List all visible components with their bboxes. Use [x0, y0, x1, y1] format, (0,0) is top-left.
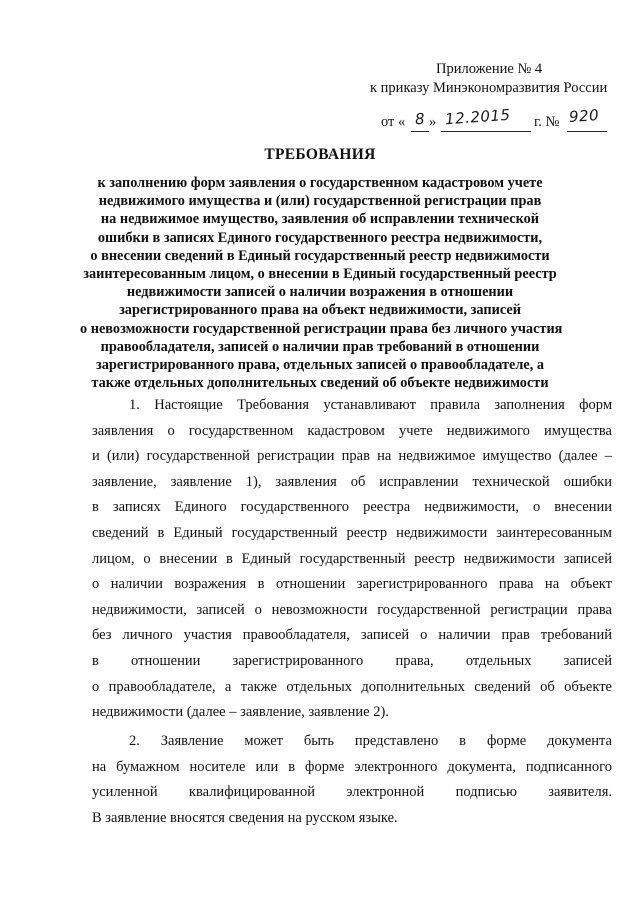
paragraph-line: 2. Заявление может быть представлено в форме документа: [129, 733, 612, 749]
subtitle-line: правообладателя, записей о наличии прав требований в отношении: [100, 338, 540, 355]
paragraph-line: о правообладателе, а также отдельных дополнительных сведений об объекте: [92, 678, 612, 695]
paragraph-line: недвижимости (далее – заявление, заявление 2).: [92, 704, 389, 721]
paragraph-line: и (или) государственной регистрации прав на недвижимое имущество (далее –: [92, 448, 612, 465]
paragraph-2: [92, 729, 612, 831]
handwritten-day: 8: [414, 109, 426, 129]
subtitle-line: о невозможности государственной регистрации права без личного участия: [80, 320, 563, 337]
paragraph-line: в записях Единого государственного реестра недвижимости, о внесении: [92, 499, 612, 516]
document-title: ТРЕБОВАНИЯ: [264, 146, 376, 163]
paragraph-line: заявления о государственном кадастровом учете недвижимого имущества: [92, 422, 612, 439]
paragraph-line: о наличии возражения в отношении зарегистрированного права на объект: [92, 576, 612, 593]
subtitle-line: к заполнению форм заявления о государственном кадастровом учете: [97, 175, 543, 191]
paragraph-line: недвижимости, записей о невозможности государственной регистрации права: [92, 601, 612, 618]
paragraph-line: заявление, заявление 1), заявления об исправлении технической ошибки: [92, 473, 612, 490]
order-reference: к приказу Минэкономразвития России: [370, 80, 608, 96]
handwritten-date: 12.2015: [444, 105, 512, 129]
paragraph-line: на бумажном носителе или в форме электронного документа, подписанного: [92, 758, 612, 775]
paragraph-line: 1. Настоящие Требования устанавливают правила заполнения форм: [129, 397, 612, 413]
subtitle-line: недвижимого имущества и (или) государственной регистрации прав: [98, 193, 542, 210]
year-number-label: г. №: [534, 114, 560, 130]
subtitle-line: ошибки в записях Единого государственного реестра недвижимости,: [97, 229, 543, 246]
number-underline: [567, 131, 607, 132]
document-subtitle: [80, 174, 563, 392]
paragraph-line: лицом, о внесении в Единый государственный реестр недвижимости записей: [92, 550, 612, 567]
paragraph-line: в отношении зарегистрированного права, отдельных записей: [92, 652, 612, 669]
subtitle-line: на недвижимое имущество, заявления об исправлении технической: [100, 211, 540, 228]
paragraph-1: [92, 393, 612, 726]
handwritten-number: 920: [568, 105, 600, 127]
subtitle-line: недвижимости записей о наличии возражения в отношении: [126, 284, 514, 301]
header-block: [360, 60, 620, 98]
paragraph-line: без личного участия правообладателя, записей о наличии прав требований: [92, 627, 612, 644]
paragraph-line: усиленной квалифицированной электронной подписью заявителя.: [92, 784, 612, 801]
subtitle-line: заинтересованным лицом, о внесении в Единый государственный реестр: [83, 266, 557, 283]
paragraph-line: В заявление вносятся сведения на русском языке.: [92, 809, 398, 826]
day-underline: [411, 131, 429, 132]
subtitle-line: о внесении сведений в Единый государственный реестр недвижимости: [90, 247, 550, 264]
paragraph-line: сведений в Единый государственный реестр недвижимости заинтересованным: [92, 524, 612, 541]
appendix-label: Приложение № 4: [436, 61, 543, 77]
subtitle-line: также отдельных дополнительных сведений об объекте недвижимости: [91, 375, 549, 392]
order-prefix: от «: [381, 114, 406, 130]
quote-close: »: [429, 114, 437, 130]
subtitle-line: зарегистрированного права, отдельных записей о правообладателе, а: [95, 357, 545, 374]
order-date-line: [381, 105, 621, 136]
subtitle-line: зарегистрированного права на объект недвижимости, записей: [119, 302, 521, 319]
date-underline: [441, 131, 531, 132]
